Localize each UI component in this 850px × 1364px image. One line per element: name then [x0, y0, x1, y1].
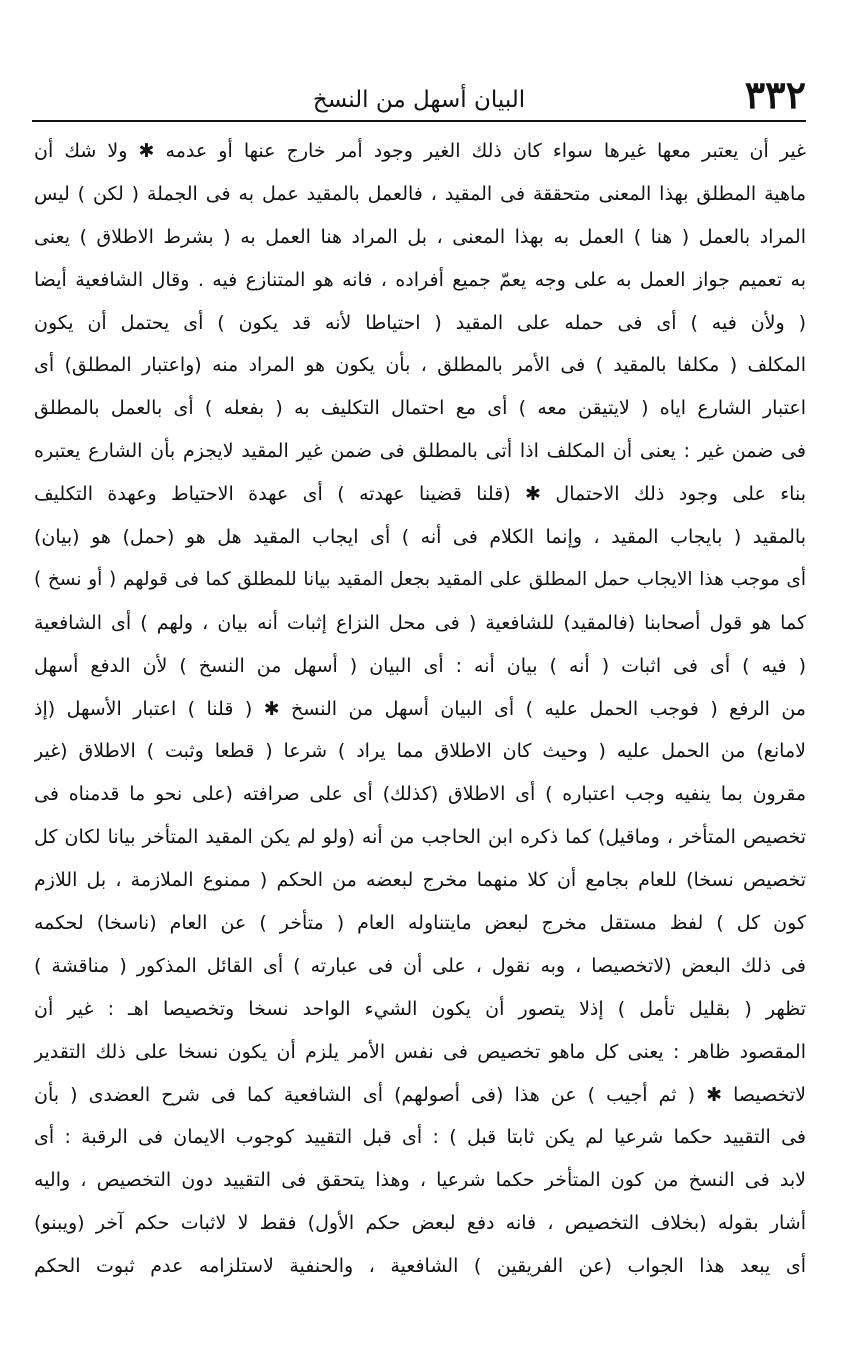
text-line: أشار بقوله (بخلاف التخصيص ، فانه دفع لبعض حكم الأول) فقط لا لاثبات حكم آخر (ويبنو)	[34, 1212, 806, 1235]
text-line: ( فيه ) أى فى اثبات ( أنه ) بيان أنه : أى البيان ( أسهل من النسخ ) لأن الدفع أسهل	[34, 654, 806, 677]
text-line: المراد بالعمل ( هنا ) العمل به بهذا المعنى ، بل المراد هنا العمل به ( بشرط الاطلاق ) يعنى	[34, 225, 806, 248]
text-line: لابد فى النسخ من كون المتأخر حكما شرعيا ، وهذا يتحقق فى التقييد دون التخصيص ، واليه	[34, 1169, 806, 1192]
page-number: ٣٣٢	[744, 72, 806, 117]
text-line: المكلف ( مكلفا بالمقيد ) فى الأمر بالمطلق ، بأن يكون هو المراد منه (واعتبار المطلق) أى	[34, 354, 806, 377]
text-line: غير أن يعتبر معها غيرها سواء كان ذلك الغير وجود أمر خارج عنها أو عدمه ✱ ولا شك أن	[34, 140, 806, 162]
text-line: ماهية المطلق بهذا المعنى متحققة فى المقيد ، فالعمل بالمقيد عمل به فى الجملة ( لكن ) ليس	[34, 182, 806, 205]
text-line: فى التقييد حكما شرعيا لم يكن ثابتا قبل ) : أى قبل التقييد كوجوب الايمان فى الرقبة : أى	[34, 1126, 806, 1149]
text-line: لاتخصيصا ✱ ( ثم أجيب ) عن هذا (فى أصولهم) أى الشافعية كما فى شرح العضدى ( بأن	[34, 1083, 806, 1106]
text-line: لامانع) من الحمل عليه ( وحيث كان الاطلاق مما يراد ) شرعا ( قطعا وثبت ) الاطلاق (غير	[34, 740, 806, 763]
text-line: كون كل ) لفظ مستقل مخرج لبعض مايتناوله العام ( متأخر ) عن العام (ناسخا) لحكمه	[34, 912, 806, 935]
text-line: من الرفع ( فوجب الحمل عليه ) أى البيان أسهل من النسخ ✱ ( قلنا ) اعتبار الأسهل (إذ	[34, 697, 806, 720]
text-line: كما هو قول أصحابنا (فالمقيد) للشافعية ( فى محل النزاع إثبات أنه بيان ، ولهم ) أى الشافعية	[34, 611, 806, 634]
text-line: المقصود ظاهر : يعنى كل ماهو تخصيص فى نفس الأمر يلزم أن يكون نسخا على ذلك التقدير	[34, 1040, 806, 1063]
text-line: فى ذلك البعض (لاتخصيصا ، وبه نقول ، على أن فى عبارته ) أى القائل المذكور ( مناقشة )	[34, 954, 806, 977]
text-line: به تعميم جواز العمل به على وجه يعمّ جميع أفراده ، فانه هو المتنازع فيه . وقال الشافعية أيضا	[34, 268, 806, 291]
text-line: تخصيص نسخا) للعام بجامع أن كلا منهما مخرج لبعضه من الحكم ( ممنوع الملازمة ، بل اللازم	[34, 869, 806, 892]
text-line: بالمقيد ( بايجاب المقيد ، وإنما الكلام فى أنه ) أى ايجاب المقيد هل هو (حمل) هو (بيان)	[34, 526, 806, 549]
text-line: فى ضمن غير : يعنى أن المكلف اذا أتى بالمطلق فى ضمن غير المقيد لايجزم بأن الشارع يعتبره	[34, 440, 806, 463]
text-line: أى يبعد هذا الجواب (عن الفريقين ) الشافعية ، والحنفية لاستلزامه عدم ثبوت الحكم	[34, 1255, 806, 1278]
text-line: أى موجب هذا الايجاب حمل المطلق على المقيد بجعل المقيد بيانا للمطلق كما فى قولهم ( أو نسخ )	[34, 568, 806, 590]
body-text	[34, 130, 806, 1288]
text-line: مقرون بما ينفيه وجب اعتباره ) أى الاطلاق (كذلك) أى على صرافته (على نحو ما قدمناه فى	[34, 783, 806, 806]
text-line: بناء على وجود ذلك الاحتمال ✱ (قلنا قضينا عهدته ) أى عهدة الاحتياط وعهدة التكليف	[34, 483, 806, 506]
header-rule	[32, 120, 806, 122]
text-line: اعتبار الشارع اياه ( لايتيقن معه ) أى مع احتمال التكليف به ( بفعله ) أى بالعمل بالمطلق	[34, 397, 806, 420]
text-line: تظهر ( بقليل تأمل ) إذلا يتصور أن يكون الشيء الواحد نسخا وتخصيصا اهـ : غير أن	[34, 997, 806, 1020]
text-line: تخصيص المتأخر ، وماقيل) كما ذكره ابن الحاجب من أنه (ولو لم يكن المقيد المتأخر بيانا لكان كل	[34, 826, 806, 849]
text-line: ( ولأن فيه ) أى فى حمله على المقيد ( احتياطا لأنه قد يكون ) أى يحتمل أن يكون	[34, 311, 806, 334]
running-title: البيان أسهل من النسخ	[312, 87, 526, 113]
page-header	[32, 68, 806, 118]
